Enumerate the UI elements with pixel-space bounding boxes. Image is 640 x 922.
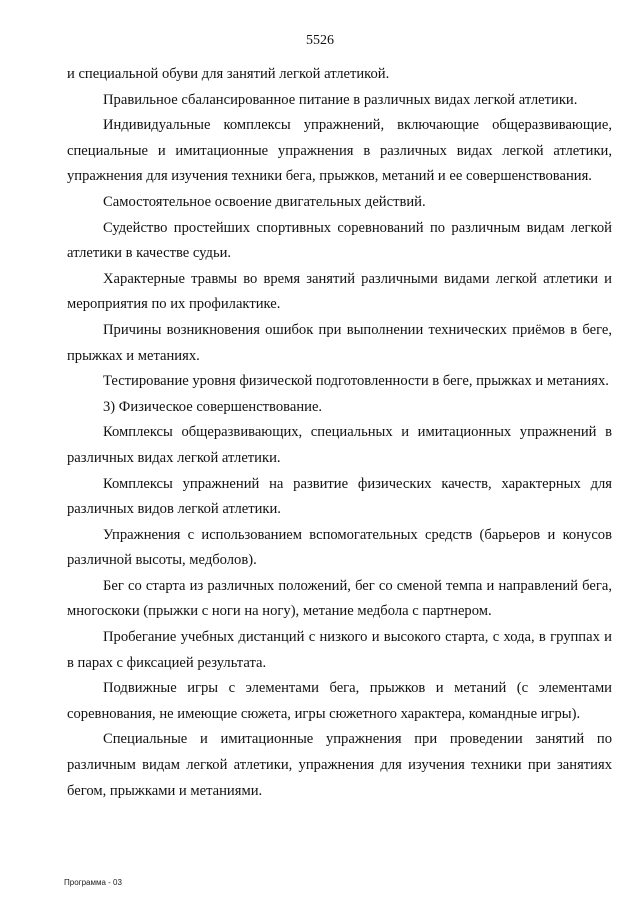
section-heading: 3) Физическое совершенствование.: [103, 398, 323, 415]
paragraph: Тестирование уровня физической подготовленности в беге, прыжках и метаниях.: [103, 373, 609, 390]
paragraph: Судейство простейших спортивных соревнований по различным видам легкой атлетики в качестве судьи.: [67, 219, 612, 262]
paragraph: Специальные и имитационные упражнения при проведении занятий по различным видам легкой атлетики, упражнения для изучения техники при занятиях бегом, прыжками и метаниями.: [67, 731, 612, 799]
paragraph: Упражнения с использованием вспомогательных средств (барьеров и конусов различной высоты, медболов).: [67, 526, 612, 569]
paragraph: Бег со старта из различных положений, бег со сменой темпа и направлений бега, многоскоки (прыжки с ноги на ногу), метание медбола с партнером.: [67, 577, 612, 620]
footer-label: Программа - 03: [64, 878, 122, 887]
paragraph: Пробегание учебных дистанций с низкого и высокого старта, с хода, в группах и в парах с фиксацией результата.: [67, 629, 612, 671]
paragraph: Характерные травмы во время занятий различными видами легкой атлетики и мероприятия по их профилактике.: [67, 270, 612, 313]
document-body: [67, 62, 612, 804]
paragraph: Индивидуальные комплексы упражнений, включающие общеразвивающие, специальные и имитационные упражнения в различных видах легкой атлетики, упражнения для изучения техники бега, прыжков, метаний и ее совершенствования.: [67, 117, 612, 185]
paragraph: Правильное сбалансированное питание в различных видах легкой атлетики.: [103, 91, 578, 108]
paragraph: и специальной обуви для занятий легкой атлетикой.: [67, 66, 390, 82]
paragraph: Комплексы упражнений на развитие физических качеств, характерных для различных видов легкой атлетики.: [67, 475, 612, 518]
paragraph: Подвижные игры с элементами бега, прыжков и метаний (с элементами соревнования, не имеющие сюжета, игры сюжетного характера, командные игры).: [67, 680, 612, 722]
paragraph: Комплексы общеразвивающих, специальных и имитационных упражнений в различных видах легкой атлетики.: [67, 424, 612, 466]
page-number: 5526: [306, 33, 334, 48]
paragraph: Самостоятельное освоение двигательных действий.: [103, 193, 426, 210]
paragraph: Причины возникновения ошибок при выполнении технических приёмов в беге, прыжках и метаниях.: [67, 321, 612, 364]
